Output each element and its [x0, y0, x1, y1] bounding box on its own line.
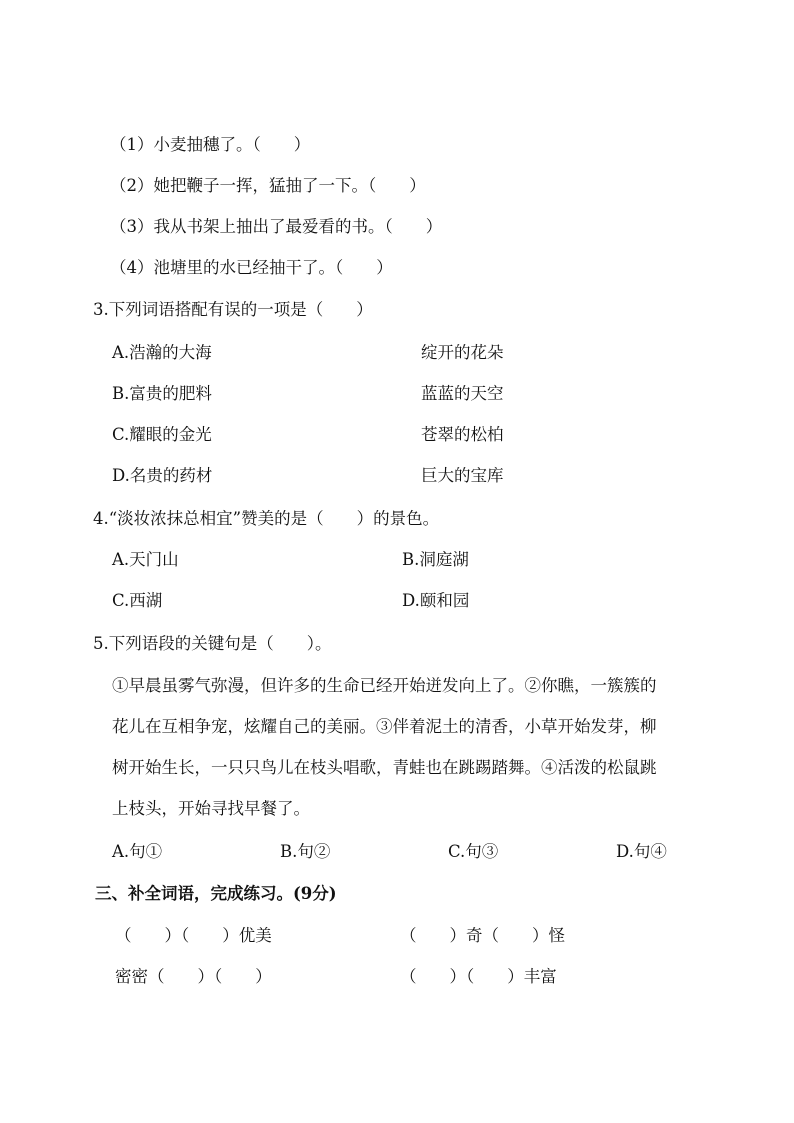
- q3-option-d-left: D.名贵的药材: [112, 466, 213, 485]
- section3-row1-left: （ ）（ ）优美: [115, 926, 272, 945]
- q5-passage-line-1: ①早晨虽雾气弥漫，但许多的生命已经开始迸发向上了。②你瞧，一簇簇的: [112, 676, 657, 695]
- q4-option-b: B.洞庭湖: [402, 550, 469, 569]
- q5-option-d: D.句④: [616, 842, 667, 861]
- q4-stem: 4.“淡妆浓抹总相宜”赞美的是（ ）的景色。: [93, 509, 440, 528]
- q3-option-c-left: C.耀眼的金光: [112, 425, 212, 444]
- q2-item-3: （3）我从书架上抽出了最爱看的书。（ ）: [110, 217, 443, 236]
- q4-option-c: C.西湖: [112, 591, 163, 610]
- q4-option-a: A.天门山: [112, 550, 179, 569]
- q5-option-a: A.句①: [112, 842, 163, 861]
- q2-item-1: （1）小麦抽穗了。（ ）: [110, 135, 311, 154]
- q3-option-d-right: 巨大的宝库: [421, 466, 504, 485]
- section3-row2-left: 密密（ ）（ ）: [115, 967, 272, 986]
- q5-option-c: C.句③: [448, 842, 499, 861]
- q3-stem: 3.下列词语搭配有误的一项是（ ）: [93, 300, 373, 319]
- q3-option-a-left: A.浩瀚的大海: [112, 343, 212, 362]
- q5-option-b: B.句②: [280, 842, 331, 861]
- q5-passage-line-4: 上枝头，开始寻找早餐了。: [112, 799, 310, 818]
- q2-item-2: （2）她把鞭子一挥，猛抽了一下。（ ）: [110, 176, 426, 195]
- q4-option-d: D.颐和园: [402, 591, 470, 610]
- section3-row1-right: （ ）奇（ ）怪: [400, 926, 565, 945]
- q3-option-b-right: 蓝蓝的天空: [421, 384, 504, 403]
- q3-option-c-right: 苍翠的松柏: [421, 425, 504, 444]
- q5-passage-line-2: 花儿在互相争宠，炫耀自己的美丽。③伴着泥土的清香，小草开始发芽，柳: [112, 717, 657, 736]
- q5-passage-line-3: 树开始生长，一只只鸟儿在枝头唱歌，青蛙也在跳踢踏舞。④活泼的松鼠跳: [112, 758, 657, 777]
- q3-option-a-right: 绽开的花朵: [421, 343, 504, 362]
- q2-item-4: （4）池塘里的水已经抽干了。（ ）: [110, 258, 393, 277]
- q3-option-b-left: B.富贵的肥料: [112, 384, 212, 403]
- section3-heading: 三、补全词语，完成练习。(9分): [95, 884, 337, 903]
- section3-row2-right: （ ）（ ）丰富: [400, 967, 557, 986]
- q5-stem: 5.下列语段的关键句是（ ）。: [93, 634, 332, 653]
